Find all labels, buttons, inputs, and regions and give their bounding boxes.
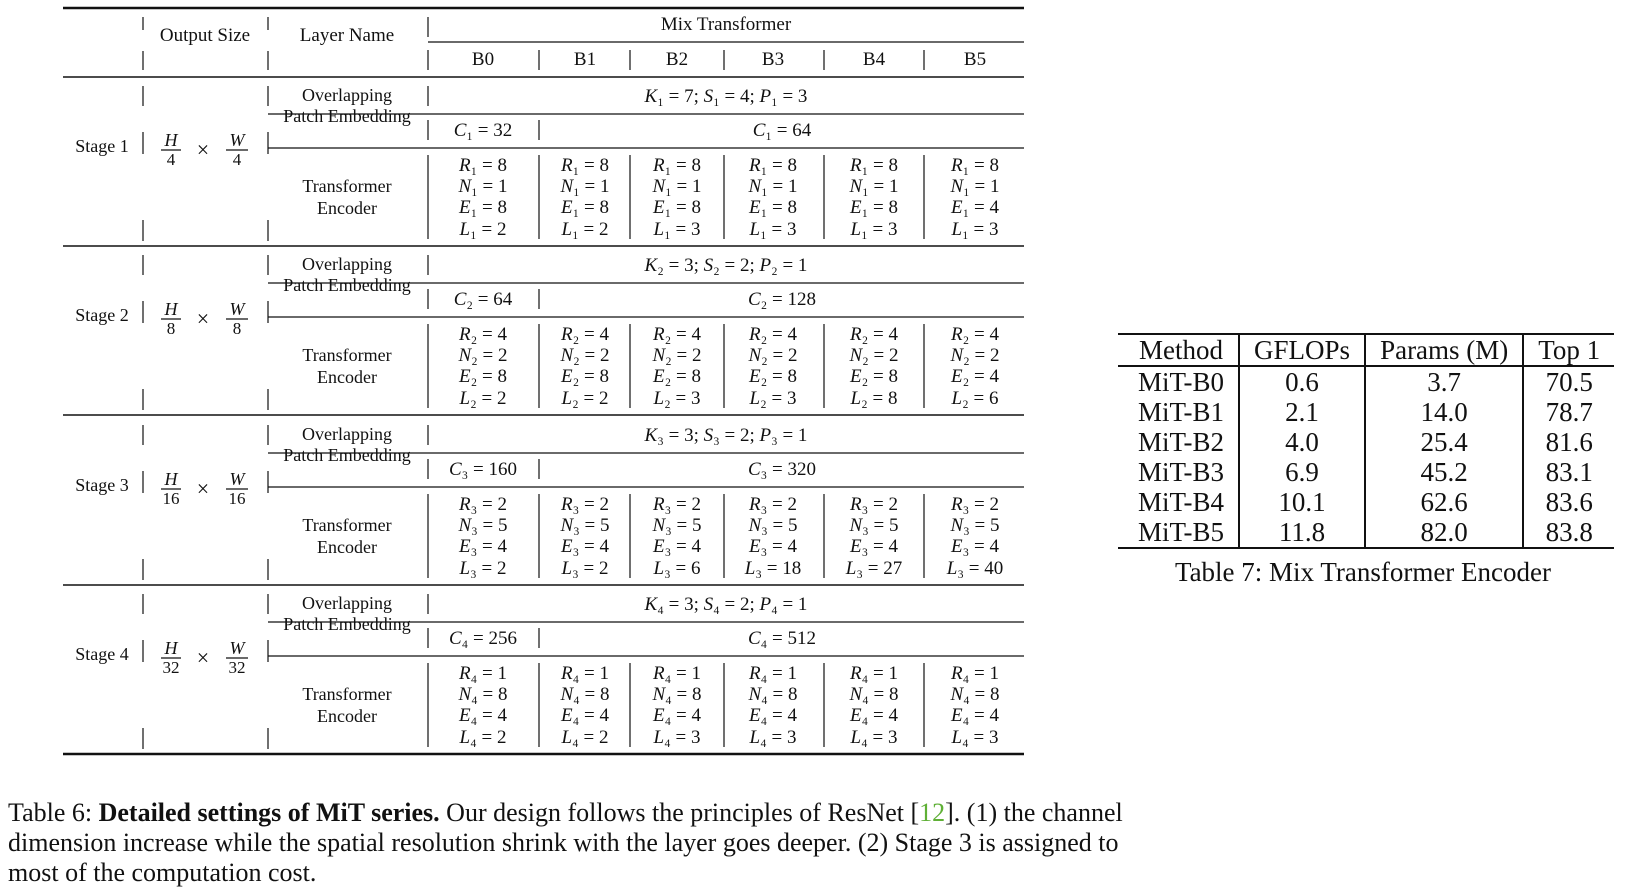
output-size-h: H: [164, 469, 178, 489]
encoder-param-l: L₁ = 2: [459, 219, 507, 240]
encoder-param-n: N₁ = 1: [458, 176, 508, 197]
header-b1: B1: [573, 49, 597, 70]
encoder-param-r: R₁ = 8: [749, 155, 797, 176]
encoder-param-n: N₂ = 2: [849, 345, 899, 366]
encoder-param-e: E₂ = 8: [459, 366, 507, 387]
table-cell: 78.7: [1523, 397, 1614, 427]
encoder-param-e: E₁ = 8: [653, 197, 701, 218]
encoder-param-n: N₂ = 2: [950, 345, 1000, 366]
col-method: Method: [1139, 335, 1224, 365]
times-sign: ×: [196, 476, 210, 501]
channel-b1-b5: C₄ = 512: [747, 628, 817, 649]
encoder-param-n: N₁ = 1: [950, 176, 1000, 197]
layer-name-transformer: Transformer: [302, 515, 392, 535]
encoder-param-n: N₄ = 8: [849, 684, 899, 705]
encoder-param-e: E₂ = 8: [749, 366, 797, 387]
table-row: [1118, 366, 1614, 397]
table-row: [1118, 427, 1614, 457]
encoder-param-e: E₃ = 4: [653, 536, 701, 557]
header-output-size: Output Size: [159, 25, 251, 46]
encoder-param-r: R₃ = 2: [459, 494, 507, 515]
output-size-denominator: 4: [166, 150, 176, 169]
encoder-param-r: R₂ = 4: [459, 324, 507, 345]
encoder-param-n: N₃ = 5: [748, 515, 798, 536]
table-cell: 82.0: [1365, 517, 1523, 548]
layer-name-transformer: Transformer: [302, 345, 392, 365]
output-size-denominator: 8: [166, 319, 176, 338]
encoder-param-e: E₄ = 4: [749, 705, 797, 726]
times-sign: ×: [196, 645, 210, 670]
output-size-denominator: 32: [228, 658, 246, 677]
output-size-h: H: [164, 130, 178, 150]
encoder-param-l: L₄ = 3: [749, 727, 797, 748]
encoder-param-l: L₃ = 2: [561, 558, 609, 579]
encoder-param-l: L₄ = 3: [850, 727, 898, 748]
encoder-param-r: R₄ = 1: [951, 663, 999, 684]
channel-b0: C₄ = 256: [448, 628, 518, 649]
table-cell: 83.8: [1523, 517, 1614, 548]
encoder-param-n: N₄ = 8: [748, 684, 798, 705]
table-cell: 45.2: [1365, 457, 1523, 487]
layer-name-encoder: Encoder: [317, 367, 377, 387]
table-row: [1118, 487, 1614, 517]
layer-name-overlapping: Overlapping: [302, 424, 392, 444]
layer-name-encoder: Encoder: [317, 537, 377, 557]
encoder-param-n: N₃ = 5: [652, 515, 702, 536]
channel-b1-b5: C₃ = 320: [747, 459, 817, 480]
encoder-param-e: E₁ = 8: [749, 197, 797, 218]
output-size-denominator: 16: [162, 489, 180, 508]
encoder-param-e: E₂ = 8: [850, 366, 898, 387]
layer-name-encoder: Encoder: [317, 198, 377, 218]
encoder-param-l: L₁ = 3: [749, 219, 797, 240]
table-cell: 10.1: [1239, 487, 1365, 517]
table-cell: MiT-B5: [1138, 517, 1225, 547]
encoder-param-l: L₂ = 8: [850, 388, 898, 409]
table6-caption-prefix: Table 6:: [8, 798, 99, 827]
encoder-param-n: N₄ = 8: [560, 684, 610, 705]
table7-header-row: [1118, 334, 1614, 366]
encoder-param-r: R₄ = 1: [653, 663, 701, 684]
encoder-param-e: E₃ = 4: [951, 536, 999, 557]
times-sign: ×: [196, 137, 210, 162]
channel-b1-b5: C₁ = 64: [752, 120, 812, 141]
times-sign: ×: [196, 306, 210, 331]
output-size-h: H: [164, 638, 178, 658]
patch-embedding-params: K₃ = 3; S₃ = 2; P₃ = 1: [644, 425, 808, 446]
stage-label: Stage 1: [75, 136, 129, 156]
encoder-param-n: N₃ = 5: [458, 515, 508, 536]
encoder-param-l: L₂ = 6: [951, 388, 999, 409]
encoder-param-r: R₃ = 2: [561, 494, 609, 515]
encoder-param-r: R₁ = 8: [459, 155, 507, 176]
encoder-param-l: L₂ = 3: [653, 388, 701, 409]
layer-name-transformer: Transformer: [302, 176, 392, 196]
table-cell: 6.9: [1239, 457, 1365, 487]
encoder-param-e: E₃ = 4: [561, 536, 609, 557]
encoder-param-n: N₁ = 1: [748, 176, 798, 197]
encoder-param-n: N₄ = 8: [652, 684, 702, 705]
encoder-param-l: L₄ = 3: [951, 727, 999, 748]
table-cell: 62.6: [1365, 487, 1523, 517]
layer-name-patch-embedding: Patch Embedding: [283, 275, 411, 295]
table-cell: 83.6: [1523, 487, 1614, 517]
encoder-param-r: R₁ = 8: [653, 155, 701, 176]
layer-name-overlapping: Overlapping: [302, 85, 392, 105]
mix-transformer-encoder-table: [1118, 333, 1614, 549]
patch-embedding-params: K₄ = 3; S₄ = 2; P₄ = 1: [644, 594, 808, 615]
encoder-param-e: E₂ = 8: [653, 366, 701, 387]
encoder-param-r: R₁ = 8: [951, 155, 999, 176]
encoder-param-r: R₁ = 8: [561, 155, 609, 176]
encoder-param-l: L₃ = 6: [653, 558, 701, 579]
table-cell: 81.6: [1523, 427, 1614, 457]
encoder-param-r: R₃ = 2: [850, 494, 898, 515]
table-row: [1118, 397, 1614, 427]
channel-b0: C₃ = 160: [448, 459, 518, 480]
output-size-w: W: [229, 130, 245, 150]
encoder-param-n: N₂ = 2: [652, 345, 702, 366]
encoder-param-e: E₂ = 8: [561, 366, 609, 387]
encoder-param-l: L₃ = 2: [459, 558, 507, 579]
header-b5: B5: [963, 49, 987, 70]
patch-embedding-params: K₂ = 3; S₂ = 2; P₂ = 1: [644, 255, 808, 276]
channel-b0: C₁ = 32: [453, 120, 513, 141]
encoder-param-n: N₂ = 2: [748, 345, 798, 366]
output-size-h: H: [164, 299, 178, 319]
table6-caption-text-b: ]. (1) the channel dimension increase while the spatial resolution shrink with the layer goes deeper. (2) Stage 3 is assigned to most of the computation cost.: [8, 798, 1123, 887]
layer-name-overlapping: Overlapping: [302, 254, 392, 274]
output-size-denominator: 8: [232, 319, 242, 338]
encoder-param-r: R₂ = 4: [561, 324, 609, 345]
patch-embedding-params: K₁ = 7; S₁ = 4; P₁ = 3: [644, 86, 808, 107]
layer-name-overlapping: Overlapping: [302, 593, 392, 613]
encoder-param-e: E₄ = 4: [653, 705, 701, 726]
encoder-param-n: N₁ = 1: [560, 176, 610, 197]
encoder-param-e: E₁ = 8: [459, 197, 507, 218]
encoder-param-l: L₃ = 27: [845, 558, 903, 579]
encoder-param-l: L₄ = 3: [653, 727, 701, 748]
encoder-param-n: N₄ = 8: [458, 684, 508, 705]
encoder-param-e: E₄ = 4: [561, 705, 609, 726]
encoder-param-n: N₂ = 2: [458, 345, 508, 366]
stage-label: Stage 4: [75, 644, 129, 664]
layer-name-patch-embedding: Patch Embedding: [283, 445, 411, 465]
table-row: [1118, 517, 1614, 548]
table-cell: MiT-B2: [1138, 427, 1225, 457]
encoder-param-l: L₁ = 3: [951, 219, 999, 240]
table-cell: 70.5: [1523, 366, 1614, 397]
encoder-param-r: R₂ = 4: [850, 324, 898, 345]
table6-caption-text-a: Our design follows the principles of ResNet [: [439, 798, 920, 827]
table-cell: 0.6: [1239, 366, 1365, 397]
encoder-param-l: L₁ = 3: [850, 219, 898, 240]
encoder-param-l: L₃ = 18: [744, 558, 802, 579]
encoder-param-r: R₄ = 1: [749, 663, 797, 684]
stage-label: Stage 3: [75, 475, 129, 495]
header-b4: B4: [862, 49, 886, 70]
output-size-w: W: [229, 299, 245, 319]
encoder-param-r: R₁ = 8: [850, 155, 898, 176]
header-mix-transformer: Mix Transformer: [660, 14, 792, 35]
encoder-param-n: N₃ = 5: [560, 515, 610, 536]
col-params: Params (M): [1365, 334, 1523, 366]
encoder-param-l: L₃ = 40: [946, 558, 1004, 579]
table-cell: MiT-B4: [1138, 487, 1225, 517]
layer-name-transformer: Transformer: [302, 684, 392, 704]
encoder-param-e: E₄ = 4: [459, 705, 507, 726]
encoder-param-l: L₄ = 2: [561, 727, 609, 748]
table-cell: 4.0: [1239, 427, 1365, 457]
encoder-param-e: E₃ = 4: [850, 536, 898, 557]
encoder-param-n: N₄ = 8: [950, 684, 1000, 705]
encoder-param-e: E₁ = 8: [850, 197, 898, 218]
output-size-w: W: [229, 469, 245, 489]
encoder-param-e: E₄ = 4: [850, 705, 898, 726]
encoder-param-e: E₂ = 4: [951, 366, 999, 387]
table-cell: 25.4: [1365, 427, 1523, 457]
citation-link[interactable]: 12: [919, 798, 946, 827]
encoder-param-e: E₃ = 4: [749, 536, 797, 557]
col-gflops: GFLOPs: [1239, 334, 1365, 366]
table-cell: 83.1: [1523, 457, 1614, 487]
encoder-param-l: L₄ = 2: [459, 727, 507, 748]
output-size-denominator: 16: [228, 489, 246, 508]
table-row: [1118, 457, 1614, 487]
encoder-param-e: E₄ = 4: [951, 705, 999, 726]
encoder-param-r: R₃ = 2: [749, 494, 797, 515]
encoder-param-r: R₄ = 1: [459, 663, 507, 684]
header-b3: B3: [761, 49, 785, 70]
encoder-param-l: L₂ = 3: [749, 388, 797, 409]
encoder-param-l: L₁ = 2: [561, 219, 609, 240]
output-size-denominator: 32: [162, 658, 180, 677]
encoder-param-r: R₂ = 4: [951, 324, 999, 345]
encoder-param-n: N₂ = 2: [560, 345, 610, 366]
output-size-w: W: [229, 638, 245, 658]
channel-b1-b5: C₂ = 128: [747, 289, 817, 310]
table-cell: MiT-B0: [1138, 367, 1225, 397]
table-cell: 3.7: [1365, 366, 1523, 397]
stage-label: Stage 2: [75, 305, 129, 325]
layer-name-patch-embedding: Patch Embedding: [283, 106, 411, 126]
header-layer-name: Layer Name: [299, 25, 395, 46]
header-b2: B2: [665, 49, 689, 70]
encoder-param-n: N₃ = 5: [950, 515, 1000, 536]
encoder-param-l: L₂ = 2: [561, 388, 609, 409]
table-cell: MiT-B3: [1138, 457, 1225, 487]
table6-caption-bold: Detailed settings of MiT series.: [98, 798, 440, 827]
encoder-param-r: R₃ = 2: [951, 494, 999, 515]
layer-name-patch-embedding: Patch Embedding: [283, 614, 411, 634]
encoder-param-r: R₃ = 2: [653, 494, 701, 515]
col-top1: Top 1: [1523, 334, 1614, 366]
encoder-param-e: E₃ = 4: [459, 536, 507, 557]
header-b0: B0: [471, 49, 495, 70]
encoder-param-r: R₂ = 4: [653, 324, 701, 345]
table7-caption: Table 7: Mix Transformer Encoder: [1174, 557, 1552, 587]
layer-name-encoder: Encoder: [317, 706, 377, 726]
encoder-param-e: E₁ = 4: [951, 197, 999, 218]
encoder-param-r: R₄ = 1: [850, 663, 898, 684]
encoder-param-r: R₄ = 1: [561, 663, 609, 684]
encoder-param-r: R₂ = 4: [749, 324, 797, 345]
encoder-param-n: N₃ = 5: [849, 515, 899, 536]
table6-caption: [8, 798, 1168, 888]
encoder-param-l: L₁ = 3: [653, 219, 701, 240]
table-cell: MiT-B1: [1138, 397, 1225, 427]
encoder-param-n: N₁ = 1: [652, 176, 702, 197]
table-cell: 11.8: [1239, 517, 1365, 548]
encoder-param-e: E₁ = 8: [561, 197, 609, 218]
encoder-param-l: L₂ = 2: [459, 388, 507, 409]
output-size-denominator: 4: [232, 150, 242, 169]
channel-b0: C₂ = 64: [453, 289, 513, 310]
table-cell: 2.1: [1239, 397, 1365, 427]
encoder-param-n: N₁ = 1: [849, 176, 899, 197]
table-cell: 14.0: [1365, 397, 1523, 427]
